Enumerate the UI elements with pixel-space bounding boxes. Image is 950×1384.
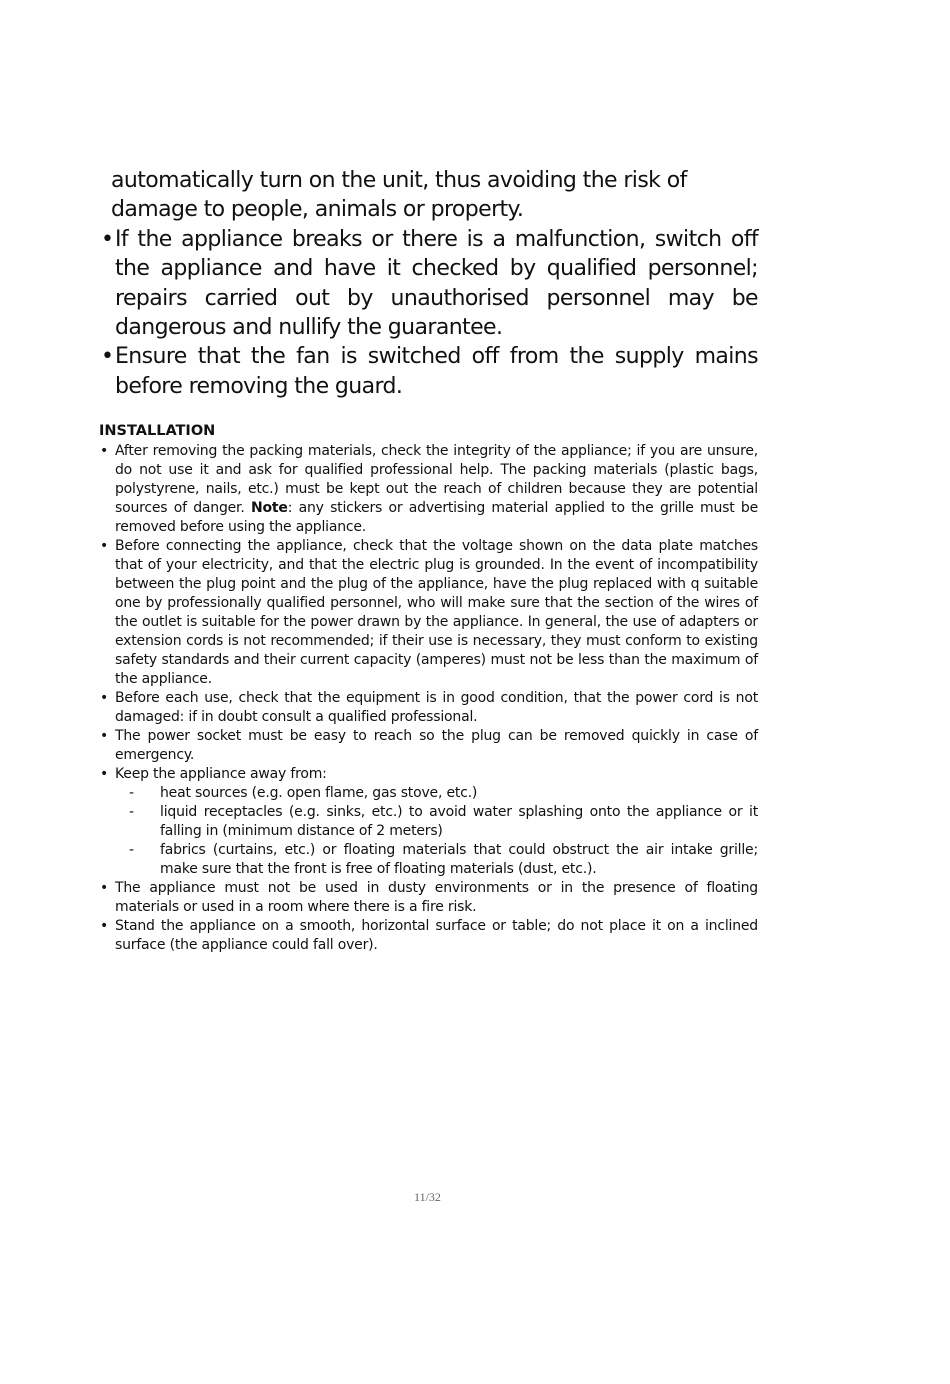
- list-item-text: The power socket must be easy to reach so the plug can be removed quickly in case of emergency.: [115, 728, 758, 763]
- note-label: Note: [250, 500, 288, 516]
- list-item: [99, 917, 758, 955]
- installation-section: [99, 422, 758, 955]
- sub-list-item-text: heat sources (e.g. open flame, gas stove, etc.): [160, 785, 478, 801]
- list-item: [99, 727, 758, 765]
- list-item-text: Before each use, check that the equipment is in good condition, that the power cord is not damaged: if in doubt consult a qualified professional.: [115, 690, 758, 725]
- bullet-icon: •: [100, 690, 109, 706]
- dash-icon: -: [129, 785, 134, 801]
- safety-continuation-section: [100, 166, 758, 401]
- list-item-text: If the appliance breaks or there is a malfunction, switch off the appliance and have it checked by qualified personnel; repairs carried out by unauthorised personnel may be dangerous and nullify the guarantee.: [115, 226, 758, 341]
- continuation-paragraph: automatically turn on the unit, thus avoiding the risk of damage to people, animals or property.: [111, 168, 687, 223]
- list-item: [99, 765, 758, 879]
- dash-icon: -: [129, 842, 134, 858]
- bullet-icon: •: [101, 226, 114, 252]
- installation-list: [99, 442, 758, 955]
- list-item-text: : any stickers or advertising material applied to the grille must be removed before using the appliance.: [115, 500, 759, 535]
- list-item: [99, 689, 758, 727]
- bullet-icon: •: [100, 918, 109, 934]
- large-bullet-list: [100, 225, 758, 401]
- sub-list-item: [115, 784, 758, 803]
- bullet-icon: •: [100, 728, 109, 744]
- list-item: [100, 342, 758, 401]
- sub-list-item: [115, 803, 758, 841]
- list-item-text: After removing the packing materials, check the integrity of the appliance; if you are unsure, do not use it and ask for qualified professional help. The packing materials (plastic bags, polystyrene, nails, etc.) must be kept out the reach of children because they are potential sources of danger.: [115, 443, 758, 516]
- list-item-text: The appliance must not be used in dusty environments or in the presence of floating materials or used in a room where there is a fire risk.: [115, 880, 758, 915]
- sub-list-item-text: liquid receptacles (e.g. sinks, etc.) to avoid water splashing onto the appliance or it falling in (minimum distance of 2 meters): [160, 804, 758, 839]
- list-item-text: Stand the appliance on a smooth, horizontal surface or table; do not place it on a inclined surface (the appliance could fall over).: [115, 918, 758, 953]
- list-item: [99, 537, 758, 689]
- sub-list-item: [115, 841, 758, 879]
- bullet-icon: •: [100, 443, 109, 459]
- bullet-icon: •: [100, 880, 109, 896]
- bullet-icon: •: [100, 766, 109, 782]
- page-number: 11/32: [414, 1190, 441, 1204]
- list-item-text: Before connecting the appliance, check that the voltage shown on the data plate matches that of your electricity, and that the electric plug is grounded. In the event of incompatibility between the plug point and the plug of the appliance, have the plug replaced with q suitable one by professionally qualified personnel, who will make sure that the section of the wires of the outlet is suitable for the power drawn by the appliance. In general, the use of adapters or extension cords is not recommended; if their use is necessary, they must conform to existing safety standards and their current capacity (amperes) must not be less than the maximum of the appliance.: [115, 538, 758, 687]
- list-item: [99, 879, 758, 917]
- installation-heading: INSTALLATION: [99, 423, 216, 439]
- sub-list-item-text: fabrics (curtains, etc.) or floating materials that could obstruct the air intake grille; make sure that the front is free of floating materials (dust, etc.).: [160, 842, 758, 877]
- list-item-text: Keep the appliance away from:: [115, 766, 327, 782]
- sub-list: [115, 784, 758, 879]
- list-item: [100, 225, 758, 343]
- bullet-icon: •: [101, 344, 114, 370]
- dash-icon: -: [129, 804, 134, 820]
- list-item-text: Ensure that the fan is switched off from the supply mains before removing the guard.: [115, 344, 758, 399]
- list-item: [99, 442, 758, 537]
- bullet-icon: •: [100, 538, 109, 554]
